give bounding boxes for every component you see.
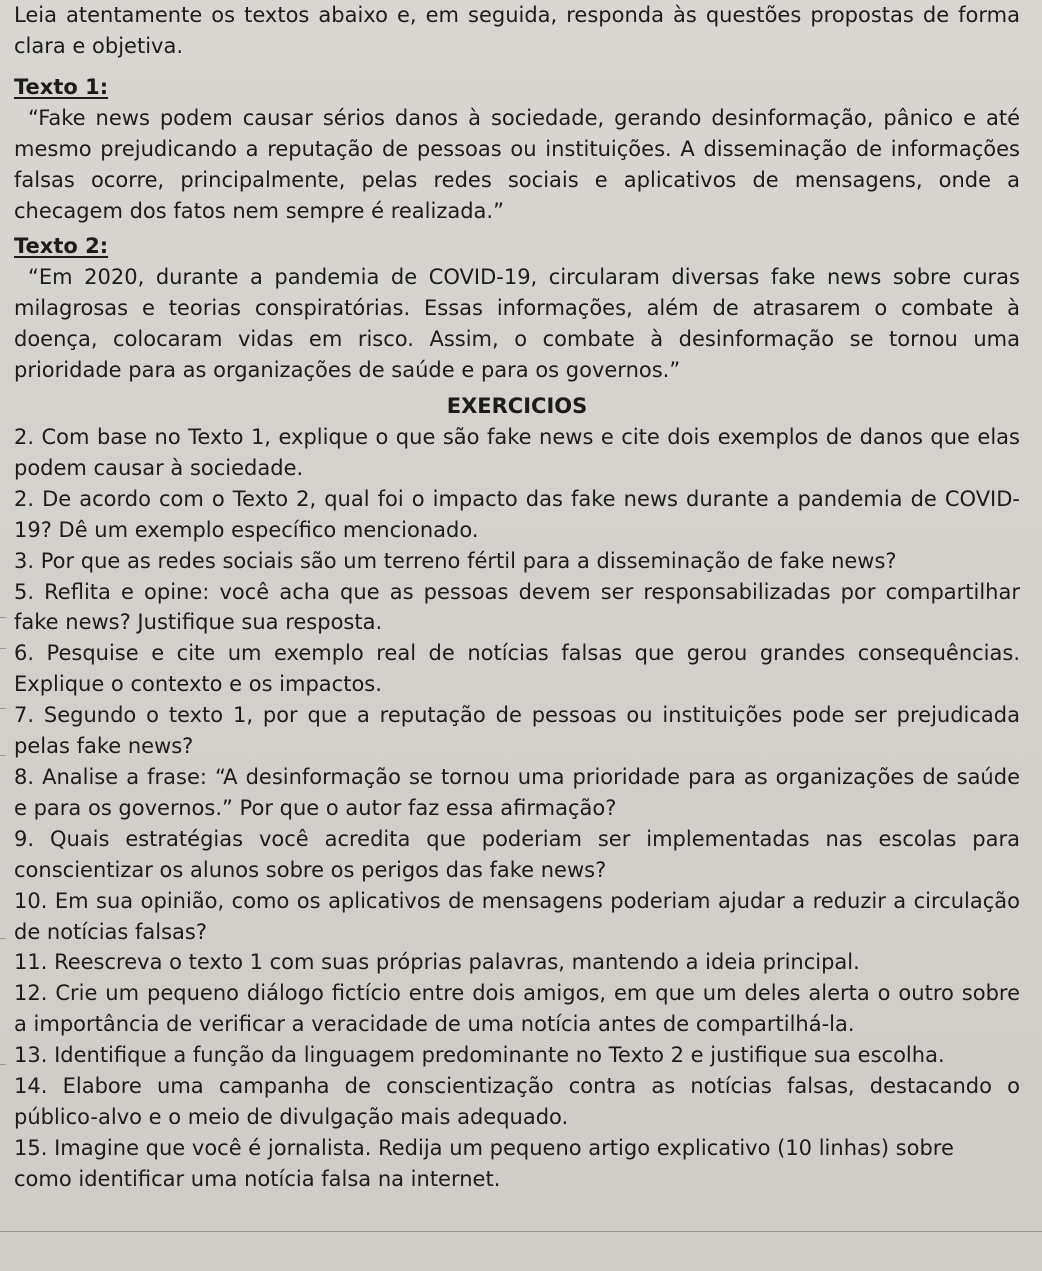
texto1-heading: Texto 1:	[14, 75, 109, 99]
intro-line: Leia atentamente os textos abaixo e, em seguida, responda às questões propostas de forma	[14, 3, 1020, 27]
texto2-section	[14, 231, 1020, 386]
exercise-line: público-alvo e o meio de divulgação mais adequado.	[14, 1104, 569, 1129]
exercise-line: 8. Analise a frase: “A desinformação se tornou uma prioridade para as organizações de saúde	[14, 764, 1020, 789]
texto2-line: prioridade para as organizações de saúde e para os governos.”	[14, 357, 681, 382]
texto2-heading: Texto 2:	[14, 234, 109, 258]
exercise-line: 15. Imagine que você é jornalista. Redija um pequeno artigo explicativo (10 linhas) sobre	[14, 1135, 954, 1160]
texto1-line: falsas ocorre, principalmente, pelas redes sociais e aplicativos de mensagens, onde a	[14, 167, 1020, 192]
exercise-line: 14. Elabore uma campanha de conscientização contra as notícias falsas, destacando o	[14, 1074, 1020, 1099]
exercise-line: 11. Reescreva o texto 1 com suas próprias palavras, mantendo a ideia principal.	[14, 950, 860, 975]
exercicios-heading: EXERCICIOS	[446, 394, 588, 418]
exercise-line: Explique o contexto e os impactos.	[14, 672, 382, 697]
margin-mark	[0, 708, 6, 712]
exercise-line: 7. Segundo o texto 1, por que a reputação de pessoas ou instituições pode ser prejudicada	[14, 703, 1020, 728]
texto1-line: mesmo prejudicando a reputação de pessoas ou instituições. A disseminação de informações	[14, 136, 1020, 161]
margin-mark	[0, 648, 6, 652]
exercise-line: 2. Com base no Texto 1, explique o que são fake news e cite dois exemplos de danos que elas	[14, 425, 1020, 449]
exercise-line: 13. Identifique a função da linguagem predominante no Texto 2 e justifique sua escolha.	[14, 1043, 945, 1068]
exercise-line: pelas fake news?	[14, 734, 194, 759]
exercise-line: 10. Em sua opinião, como os aplicativos de mensagens poderiam ajudar a reduzir a circulação	[14, 888, 1020, 913]
intro-paragraph	[14, 0, 1020, 62]
exercise-line: 12. Crie um pequeno diálogo fictício entre dois amigos, em que um deles alerta o outro sobre	[14, 981, 1020, 1006]
texto1-section	[14, 72, 1020, 227]
margin-mark	[0, 1064, 6, 1068]
exercise-line: de notícias falsas?	[14, 919, 208, 944]
texto2-line: milagrosas e teorias conspiratórias. Essas informações, além de atrasarem o combate à	[14, 295, 1020, 320]
margin-mark	[0, 755, 6, 759]
margin-mark	[0, 617, 6, 621]
exercicios-section	[14, 391, 1020, 1195]
exercise-line: conscientizar os alunos sobre os perigos das fake news?	[14, 857, 607, 882]
exercise-line: e para os governos.” Por que o autor faz essa afirmação?	[14, 795, 617, 820]
exercise-line: 5. Reflita e opine: você acha que as pessoas devem ser responsabilizadas por compartilhar	[14, 579, 1020, 604]
margin-mark	[0, 938, 6, 942]
exercise-line: a importância de verificar a veracidade de uma notícia antes de compartilhá-la.	[14, 1012, 855, 1037]
exercise-line: 19? Dê um exemplo específico mencionado.	[14, 517, 479, 542]
exercise-line: 6. Pesquise e cite um exemplo real de notícias falsas que gerou grandes consequências.	[14, 641, 1020, 666]
exercise-line: 2. De acordo com o Texto 2, qual foi o impacto das fake news durante a pandemia de COVID-	[14, 486, 1020, 511]
texto2-line: doença, colocaram vidas em risco. Assim, o combate à desinformação se tornou uma	[14, 326, 1020, 351]
exercise-line: podem causar à sociedade.	[14, 455, 304, 480]
exercise-line: fake news? Justifique sua resposta.	[14, 610, 383, 635]
exercise-line: 3. Por que as redes sociais são um terreno fértil para a disseminação de fake news?	[14, 548, 897, 573]
exercise-line: como identificar uma notícia falsa na internet.	[14, 1166, 501, 1191]
exercise-line: 9. Quais estratégias você acredita que poderiam ser implementadas nas escolas para	[14, 826, 1020, 851]
page-edge-divider	[0, 1231, 1042, 1232]
texto1-line: checagem dos fatos nem sempre é realizada.”	[14, 198, 504, 223]
texto1-line: “Fake news podem causar sérios danos à sociedade, gerando desinformação, pânico e até	[28, 106, 1020, 130]
intro-line: clara e objetiva.	[14, 33, 183, 58]
texto2-line: “Em 2020, durante a pandemia de COVID-19, circularam diversas fake news sobre curas	[28, 265, 1020, 289]
